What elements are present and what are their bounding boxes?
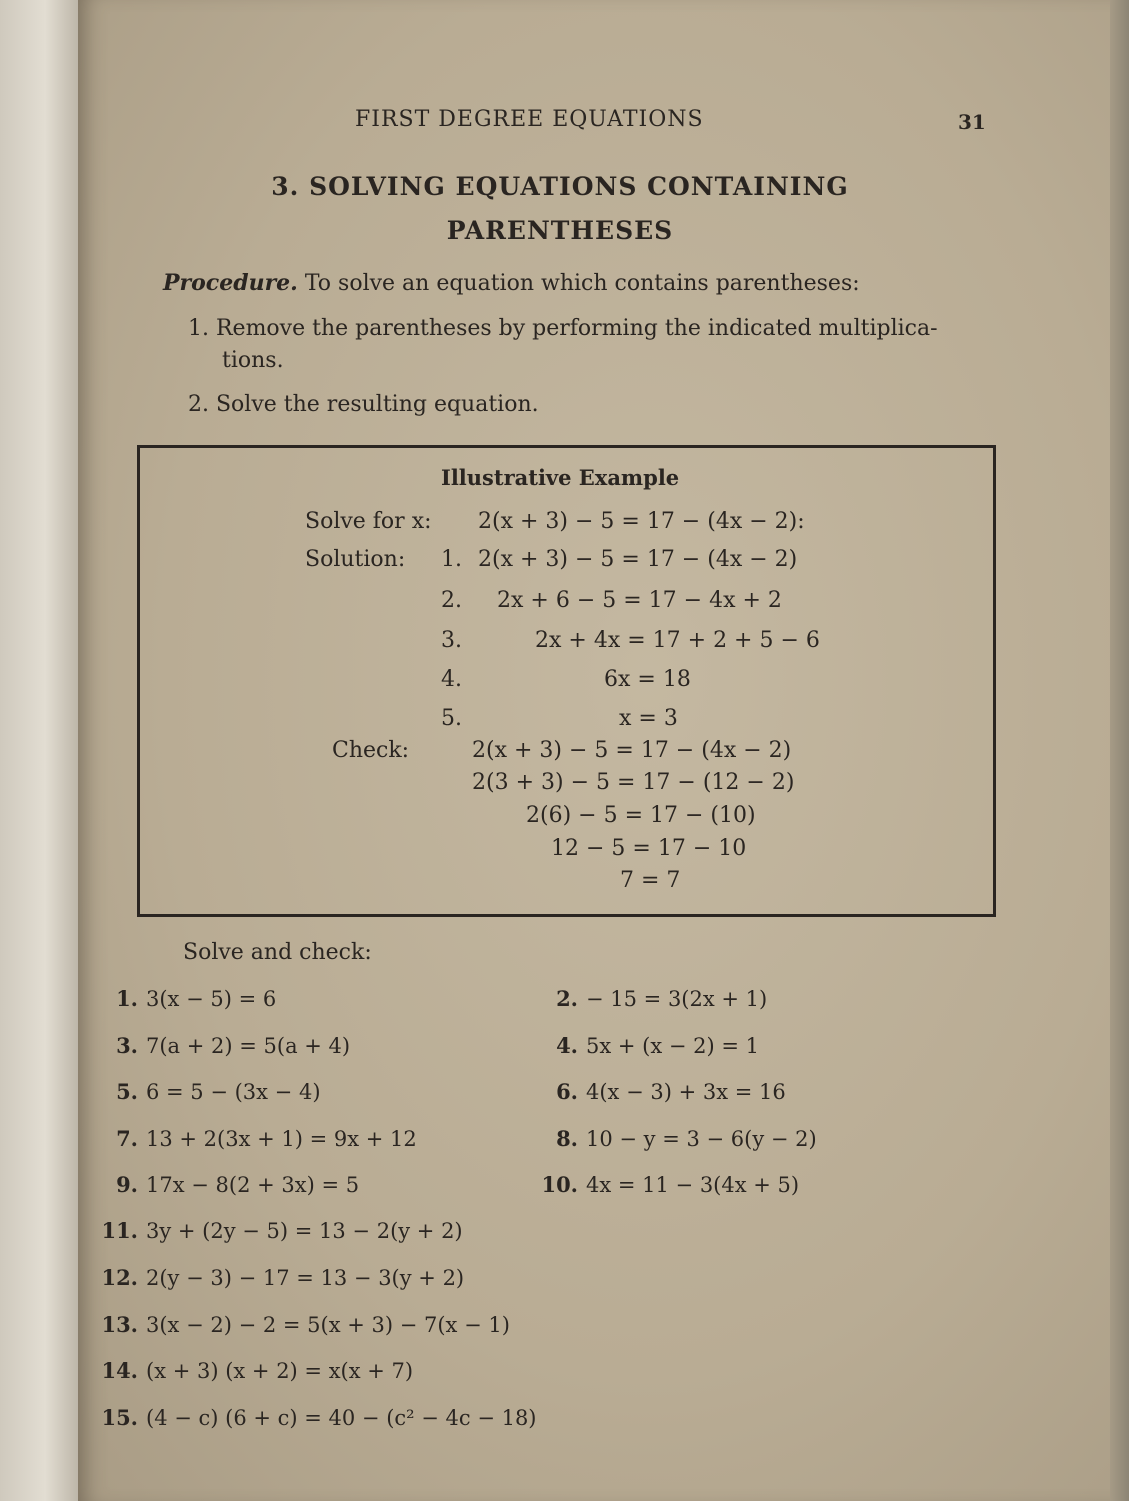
exercises-heading: Solve and check: xyxy=(183,940,372,965)
exercise-item: 14. (x + 3) (x + 2) = x(x + 7) xyxy=(101,1358,414,1383)
solution-step-equation: 2x + 4x = 17 + 2 + 5 − 6 xyxy=(535,628,820,653)
exercise-item: 4. 5x + (x − 2) = 1 xyxy=(556,1033,759,1058)
running-title: FIRST DEGREE EQUATIONS xyxy=(355,107,704,132)
exercise-item: 2. − 15 = 3(2x + 1) xyxy=(556,986,768,1011)
exercise-item: 12. 2(y − 3) − 17 = 13 − 3(y + 2) xyxy=(101,1265,465,1290)
check-line: 2(x + 3) − 5 = 17 − (4x − 2) xyxy=(472,738,792,763)
check-line: 2(6) − 5 = 17 − (10) xyxy=(526,803,756,828)
section-title-line1: 3. SOLVING EQUATIONS CONTAINING xyxy=(271,172,849,201)
procedure-intro: To solve an equation which contains parentheses: xyxy=(304,271,860,296)
check-line: 7 = 7 xyxy=(620,868,681,893)
exercise-item: 8. 10 − y = 3 − 6(y − 2) xyxy=(556,1126,817,1151)
solution-step-equation: 2x + 6 − 5 = 17 − 4x + 2 xyxy=(497,588,782,613)
solution-step-equation: 6x = 18 xyxy=(604,667,691,692)
exercise-item: 10. 4x = 11 − 3(4x + 5) xyxy=(541,1172,800,1197)
procedure-paragraph xyxy=(163,270,860,296)
exercise-item: 9. 17x − 8(2 + 3x) = 5 xyxy=(116,1172,360,1197)
check-line: 2(3 + 3) − 5 = 17 − (12 − 2) xyxy=(472,770,795,795)
exercise-item: 11. 3y + (2y − 5) = 13 − 2(y + 2) xyxy=(101,1218,463,1243)
exercise-item: 7. 13 + 2(3x + 1) = 9x + 12 xyxy=(116,1126,417,1151)
facing-page-edge xyxy=(0,0,82,1501)
section-title-line2: PARENTHESES xyxy=(446,216,674,245)
exercise-item: 13. 3(x − 2) − 2 = 5(x + 3) − 7(x − 1) xyxy=(101,1312,510,1337)
procedure-step-1-line1: 1. Remove the parentheses by performing the indicated multiplica- xyxy=(188,316,938,341)
solution-step-equation: x = 3 xyxy=(619,706,678,731)
page-right-shadow xyxy=(1110,0,1129,1501)
solution-step-number: 3. xyxy=(441,628,462,653)
procedure-step-2: 2. Solve the resulting equation. xyxy=(188,392,539,417)
check-line: 12 − 5 = 17 − 10 xyxy=(551,836,747,861)
solution-label: Solution: xyxy=(305,547,406,572)
exercise-item: 15. (4 − c) (6 + c) = 40 − (c² − 4c − 18) xyxy=(101,1405,537,1430)
solve-equation: 2(x + 3) − 5 = 17 − (4x − 2): xyxy=(478,509,805,534)
solution-step-number: 2. xyxy=(441,588,462,613)
page-number: 31 xyxy=(958,110,986,134)
exercise-item: 3. 7(a + 2) = 5(a + 4) xyxy=(116,1033,351,1058)
solution-step-equation: 2(x + 3) − 5 = 17 − (4x − 2) xyxy=(478,547,798,572)
exercise-item: 5. 6 = 5 − (3x − 4) xyxy=(116,1079,321,1104)
solution-step-number: 1. xyxy=(441,547,462,572)
solution-step-number: 4. xyxy=(441,667,462,692)
solve-for-label: Solve for x: xyxy=(305,509,432,534)
solution-step-number: 5. xyxy=(441,706,462,731)
procedure-label: Procedure. xyxy=(163,270,298,296)
example-title: Illustrative Example xyxy=(441,465,680,490)
procedure-step-1-line2: tions. xyxy=(222,348,284,373)
exercise-item: 6. 4(x − 3) + 3x = 16 xyxy=(556,1079,786,1104)
check-label: Check: xyxy=(332,738,410,763)
exercise-item: 1. 3(x − 5) = 6 xyxy=(116,986,277,1011)
